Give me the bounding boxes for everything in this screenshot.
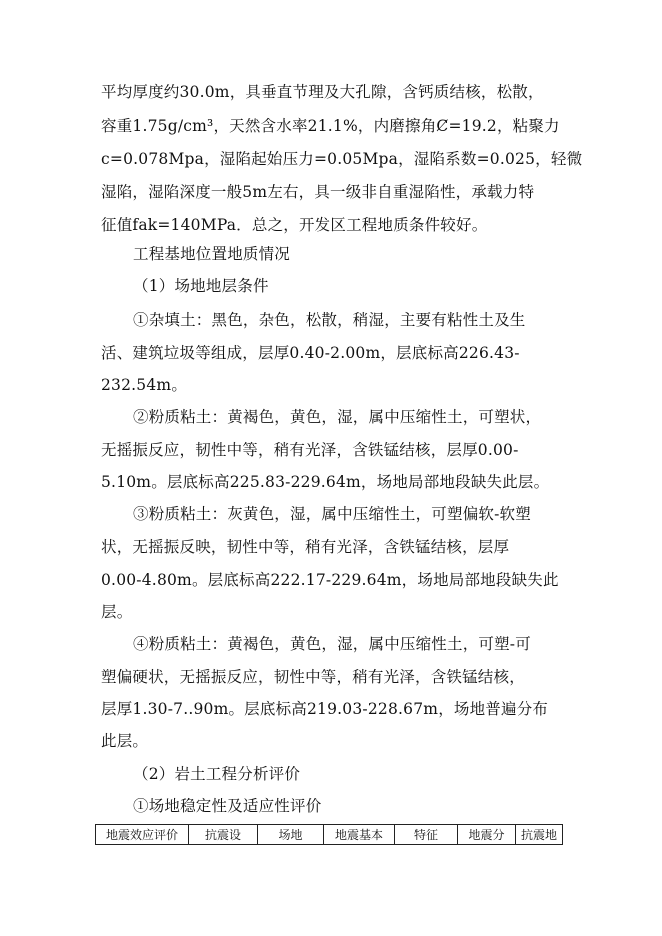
body-line-5: 征值fak=140MPa．总之，开发区工程地质条件较好。 [101, 216, 488, 234]
body-line-4: 湿陷，湿陷深度一般5m左右，具一级非自重湿陷性，承载力特 [101, 183, 535, 201]
layer-1-line-1: ①杂填土：黑色，杂色，松散，稍湿，主要有粘性土及生 [133, 311, 526, 329]
subsection-heading-3: ①场地稳定性及适应性评价 [133, 797, 322, 815]
layer-2-line-3: 5.10m。层底标高225.83-229.64m，场地局部地段缺失此层。 [101, 473, 550, 491]
section-heading: 工程基地位置地质情况 [133, 245, 291, 263]
subsection-heading-2: （2）岩土工程分析评价 [133, 765, 301, 783]
body-line-2: 容重1.75g/cm³，天然含水率21.1%，内磨擦角Ȼ=19.2，粘聚力 [101, 117, 560, 135]
table-header-row [96, 825, 563, 845]
table-header-cell: 地震效应评价 [96, 825, 189, 845]
layer-4-line-2: 塑偏硬状，无摇振反应，韧性中等，稍有光泽，含铁锰结核， [101, 668, 525, 686]
layer-3-line-3: 0.00-4.80m。层底标高222.17-229.64m，场地局部地段缺失此 [101, 571, 559, 589]
layer-4-line-4: 此层。 [101, 732, 149, 750]
layer-2-line-2: 无摇振反应，韧性中等，稍有光泽，含铁锰结核，层厚0.00- [101, 441, 519, 459]
layer-3-line-4: 层。 [101, 603, 133, 621]
subsection-heading-1: （1）场地地层条件 [133, 277, 269, 295]
table-header-cell: 抗震设 [189, 825, 258, 845]
table-header-cell: 地震基本 [324, 825, 395, 845]
table-header-cell: 场地 [258, 825, 324, 845]
table-header-cell: 地震分 [458, 825, 516, 845]
layer-2-line-1: ②粉质粘土：黄褐色，黄色，湿，属中压缩性土，可塑状， [133, 408, 542, 426]
table-header-cell: 抗震地 [516, 825, 563, 845]
layer-3-line-1: ③粉质粘土：灰黄色，湿，属中压缩性土，可塑偏软-软塑 [133, 505, 531, 523]
layer-1-line-3: 232.54m。 [101, 376, 188, 394]
layer-4-line-3: 层厚1.30-7..90m。层底标高219.03-228.67m，场地普遍分布 [101, 700, 549, 718]
seismic-table [95, 824, 563, 845]
body-line-3: c=0.078Mpa，湿陷起始压力=0.05Mpa，湿陷系数=0.025，轻微 [101, 150, 583, 168]
table-header-cell: 特征 [395, 825, 458, 845]
layer-4-line-1: ④粉质粘土：黄褐色，黄色，湿，属中压缩性土，可塑-可 [133, 635, 531, 653]
layer-3-line-2: 状，无摇振反映，韧性中等，稍有光泽，含铁锰结核，层厚 [101, 538, 510, 556]
body-line-1: 平均厚度约30.0m，具垂直节理及大孔隙，含钙质结核，松散， [101, 83, 544, 101]
layer-1-line-2: 活、建筑垃圾等组成，层厚0.40-2.00m，层底标高226.43- [101, 344, 520, 362]
